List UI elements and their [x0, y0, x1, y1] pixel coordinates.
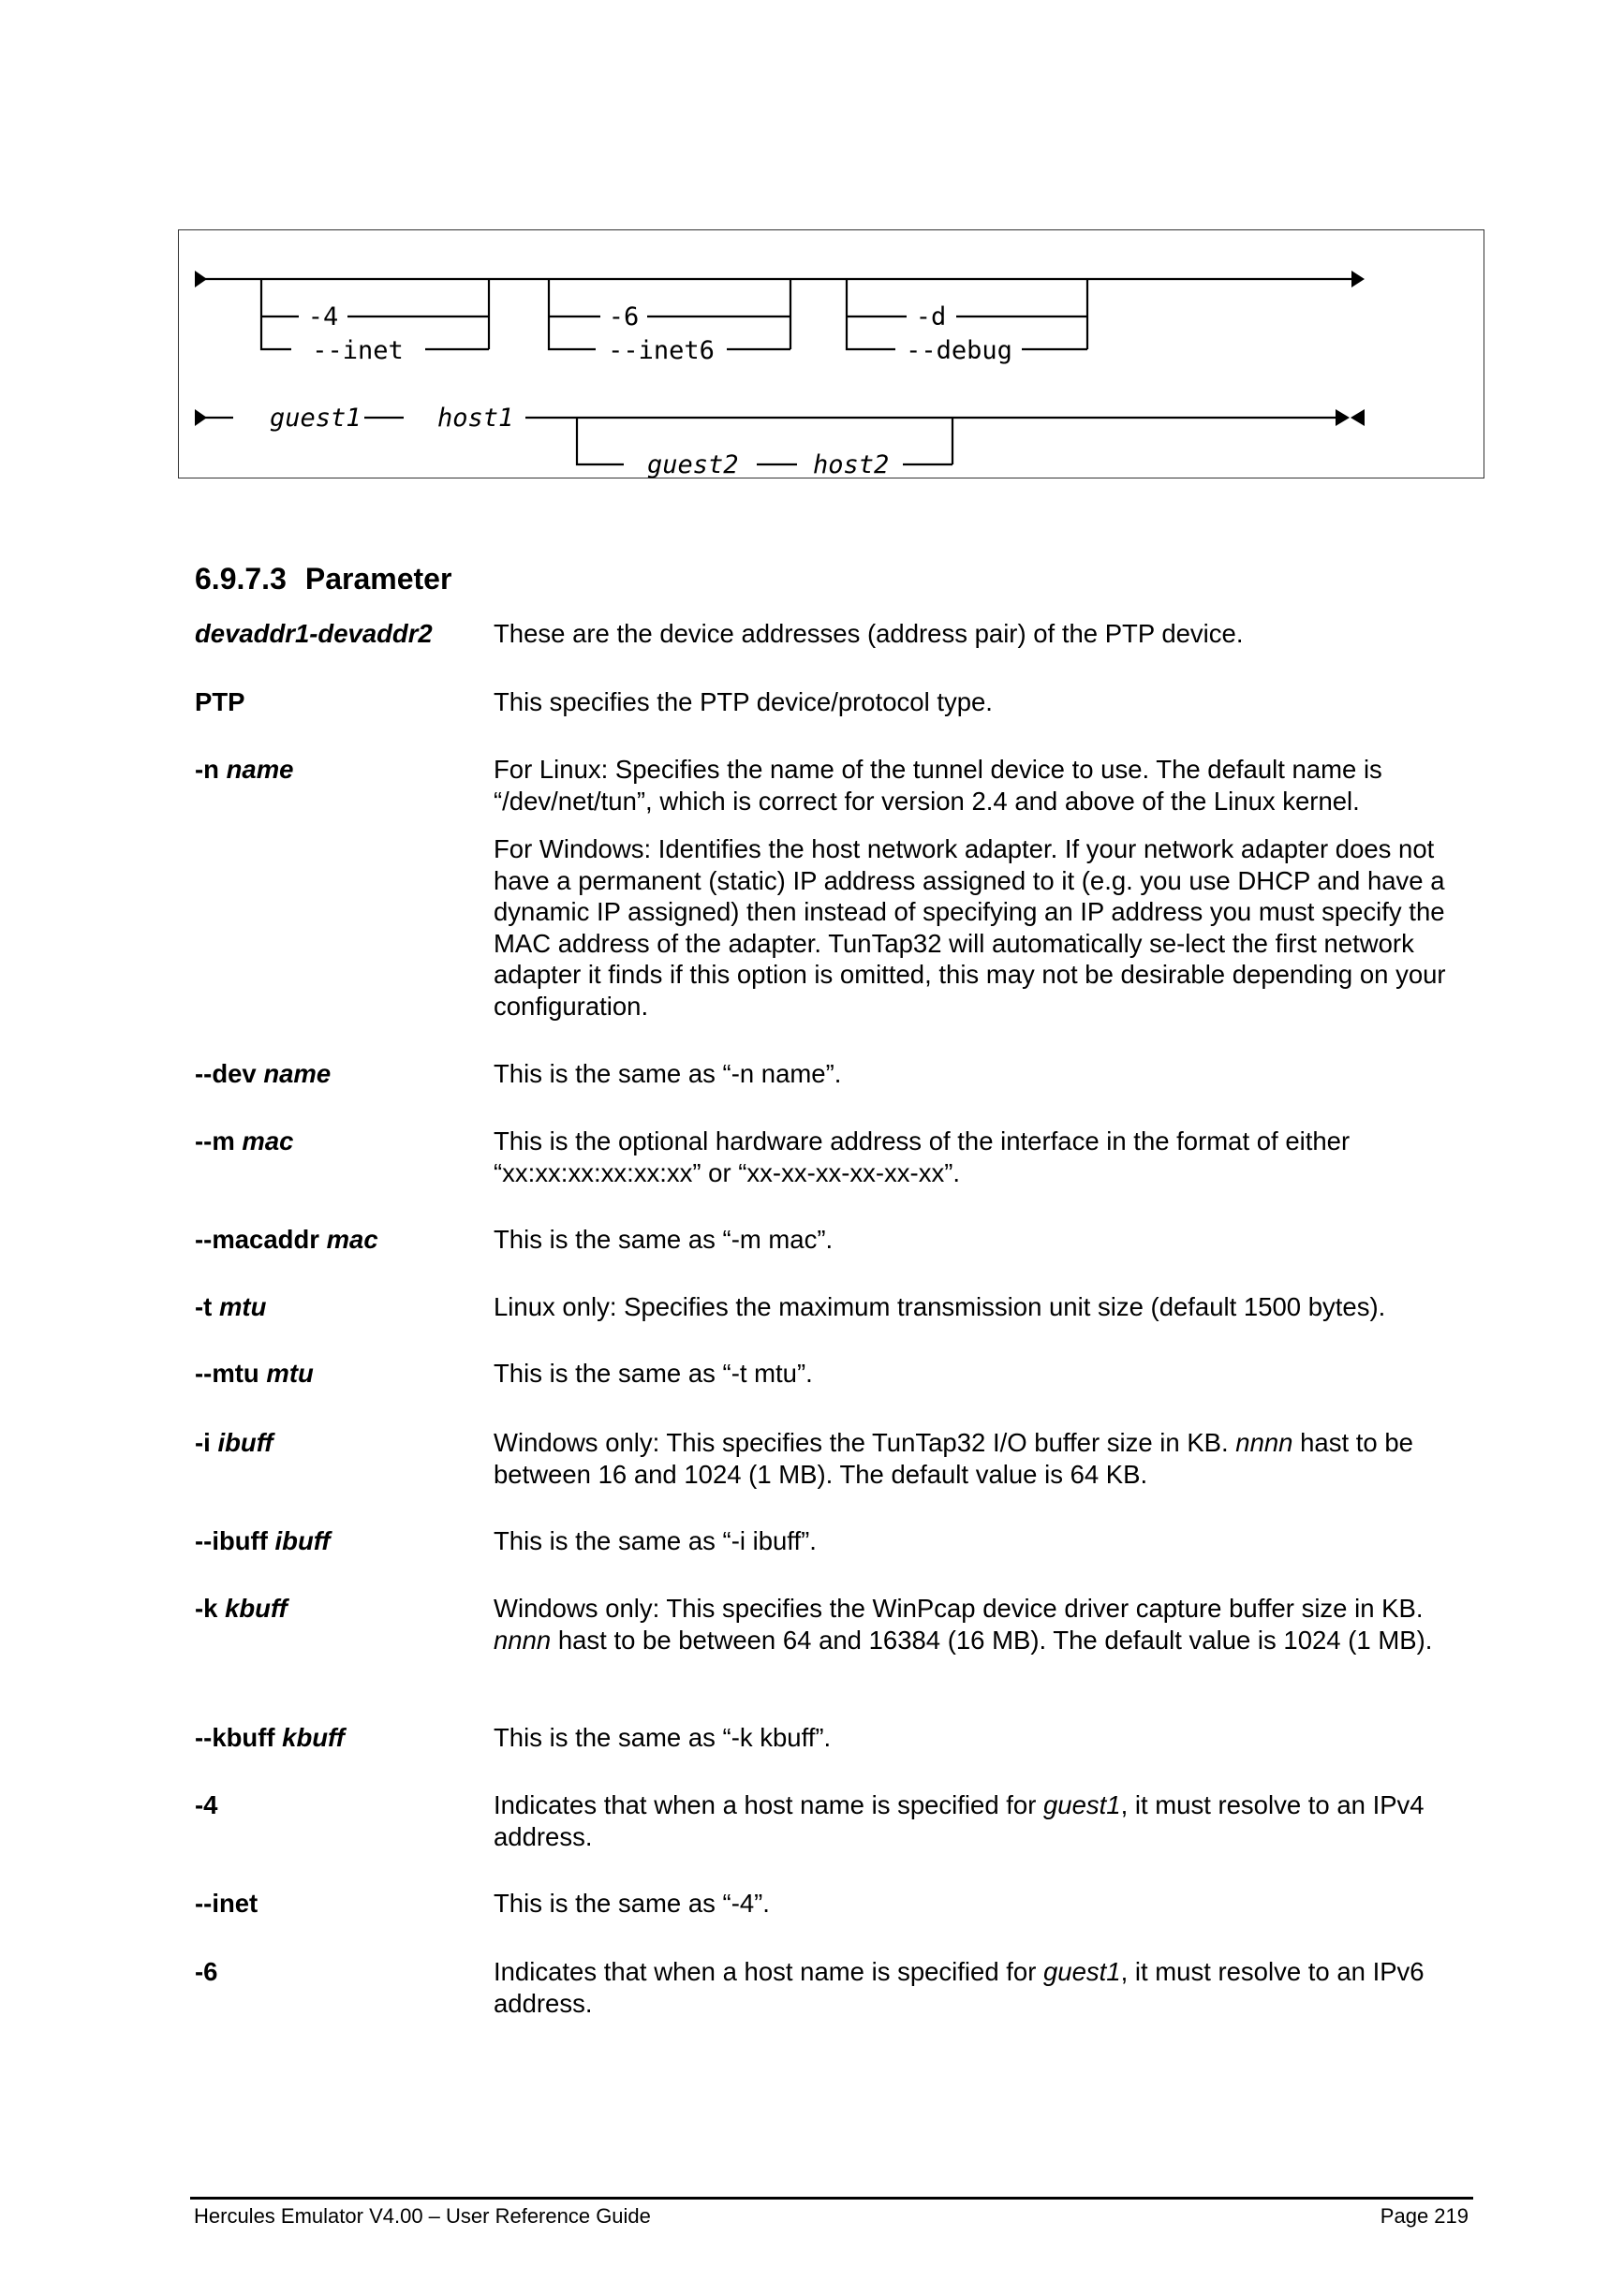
- parameter-flag: --kbuff: [195, 1723, 283, 1752]
- parameter-term: [195, 1427, 273, 1459]
- parameter-description: [494, 1291, 1472, 1323]
- parameter-value-name: ibuff: [274, 1526, 331, 1555]
- parameter-value-name: ibuff: [217, 1428, 273, 1457]
- description-text: This is the same as “-t mtu”.: [494, 1359, 813, 1388]
- description-text: This is the same as “-m mac”.: [494, 1225, 834, 1254]
- required-param: guest1: [270, 404, 362, 433]
- parameter-term: [195, 1126, 293, 1157]
- footer-page-number: Page 219: [1380, 2204, 1469, 2228]
- option-long: --inet6: [608, 336, 715, 365]
- description-paragraph: [494, 1126, 1472, 1188]
- parameter-term: [195, 1789, 217, 1821]
- parameter-term: [195, 686, 244, 718]
- emphasis-text: guest1: [1043, 1790, 1121, 1819]
- option-short: -d: [915, 302, 947, 331]
- parameter-value-name: devaddr1-devaddr2: [195, 619, 433, 648]
- parameter-description: [494, 1956, 1472, 2019]
- description-text: This specifies the PTP device/protocol type.: [494, 687, 993, 716]
- parameter-flag: PTP: [195, 687, 245, 716]
- section-number: 6.9.7.3: [195, 562, 287, 596]
- syntax-diagram-graphic: [179, 230, 1485, 479]
- description-text: hast to be between 64 and 16384 (16 MB). The default value is 1024 (1 MB).: [551, 1625, 1433, 1655]
- footer-divider: [190, 2197, 1473, 2200]
- parameter-flag: -k: [195, 1594, 226, 1623]
- description-paragraph: [494, 754, 1472, 817]
- parameter-term: [195, 754, 293, 786]
- parameter-description: [494, 1593, 1472, 1656]
- description-paragraph: [494, 618, 1472, 650]
- description-paragraph: [494, 1722, 1472, 1754]
- description-text: For Linux: Specifies the name of the tunnel device to use. The default name is “/dev/net/tun”, which is correct for version 2.4 and above of the Linux kernel.: [494, 755, 1382, 816]
- option-long: --debug: [906, 336, 1012, 365]
- description-paragraph: [494, 1224, 1472, 1256]
- end-arrow-icon: [1336, 409, 1350, 426]
- parameter-flag: -i: [195, 1428, 218, 1457]
- parameter-value-name: mac: [326, 1225, 378, 1254]
- parameter-flag: --m: [195, 1126, 243, 1155]
- emphasis-text: nnnn: [494, 1625, 552, 1655]
- description-text: Indicates that when a host name is specified for: [494, 1790, 1043, 1819]
- parameter-value-name: mac: [242, 1126, 294, 1155]
- description-paragraph: [494, 1525, 1472, 1557]
- parameter-value-name: name: [263, 1059, 332, 1088]
- parameter-value-name: name: [226, 755, 294, 784]
- parameter-flag: --mtu: [195, 1359, 267, 1388]
- parameter-term: [195, 1224, 378, 1256]
- parameter-value-name: kbuff: [282, 1723, 345, 1752]
- optional-param: host2: [813, 450, 890, 479]
- description-paragraph: [494, 1888, 1472, 1920]
- parameter-flag: -6: [195, 1957, 218, 1986]
- description-text: hast to be between 16 and 1024 (1 MB). The default value is 64 KB.: [494, 1428, 1413, 1489]
- parameter-value-name: mtu: [218, 1292, 267, 1321]
- description-text: Indicates that when a host name is specified for: [494, 1957, 1043, 1986]
- parameter-term: [195, 1058, 331, 1090]
- description-text: This is the same as “-n name”.: [494, 1059, 842, 1088]
- description-paragraph: [494, 1058, 1472, 1090]
- description-paragraph: [494, 1427, 1472, 1490]
- parameter-value-name: mtu: [266, 1359, 314, 1388]
- description-paragraph: [494, 1358, 1472, 1390]
- description-paragraph: [494, 1956, 1472, 2019]
- description-paragraph: [494, 1593, 1472, 1656]
- parameter-description: [494, 1358, 1472, 1390]
- parameter-flag: --ibuff: [195, 1526, 275, 1555]
- parameter-description: [494, 686, 1472, 718]
- syntax-diagram: [178, 229, 1484, 478]
- description-text: This is the same as “-4”.: [494, 1889, 770, 1918]
- parameter-flag: -n: [195, 755, 227, 784]
- parameter-value-name: kbuff: [225, 1594, 288, 1623]
- continuation-arrow-icon: [195, 409, 207, 426]
- parameter-description: [494, 618, 1472, 650]
- description-text: Linux only: Specifies the maximum transmission unit size (default 1500 bytes).: [494, 1292, 1386, 1321]
- parameter-term: [195, 1525, 331, 1557]
- parameter-term: [195, 618, 433, 650]
- start-arrow-icon: [195, 271, 207, 287]
- option-short: -4: [307, 302, 339, 331]
- description-text: , it must resolve to an IPv4 address.: [494, 1790, 1425, 1851]
- end-bar-icon: [1351, 409, 1365, 426]
- description-text: This is the same as “-i ibuff”.: [494, 1526, 817, 1555]
- description-paragraph: [494, 686, 1472, 718]
- footer-document-title: Hercules Emulator V4.00 – User Reference Guide: [194, 2204, 651, 2228]
- parameter-term: [195, 1291, 266, 1323]
- description-text: Windows only: This specifies the WinPcap device driver capture buffer size in KB.: [494, 1594, 1424, 1623]
- optional-param: guest2: [647, 450, 739, 479]
- parameter-term: [195, 1956, 217, 1988]
- description-paragraph: [494, 833, 1472, 1022]
- option-long: --inet: [312, 336, 404, 365]
- section-title-text: Parameter: [304, 562, 452, 596]
- description-paragraph: [494, 1789, 1472, 1852]
- parameter-flag: -t: [195, 1292, 219, 1321]
- section-heading: [195, 562, 451, 596]
- parameter-description: [494, 1224, 1472, 1256]
- description-text: These are the device addresses (address pair) of the PTP device.: [494, 619, 1244, 648]
- parameter-description: [494, 754, 1472, 1022]
- required-param: host1: [437, 404, 514, 433]
- parameter-term: [195, 1722, 345, 1754]
- description-text: This is the same as “-k kbuff”.: [494, 1723, 832, 1752]
- description-text: Windows only: This specifies the TunTap32 I/O buffer size in KB.: [494, 1428, 1236, 1457]
- parameter-term: [195, 1888, 258, 1920]
- parameter-description: [494, 1427, 1472, 1490]
- parameter-description: [494, 1888, 1472, 1920]
- parameter-flag: --macaddr: [195, 1225, 327, 1254]
- parameter-flag: --dev: [195, 1059, 264, 1088]
- parameter-flag: -4: [195, 1790, 218, 1819]
- description-paragraph: [494, 1291, 1472, 1323]
- parameter-flag: --inet: [195, 1889, 258, 1918]
- parameter-description: [494, 1058, 1472, 1090]
- parameter-description: [494, 1789, 1472, 1852]
- emphasis-text: nnnn: [1235, 1428, 1293, 1457]
- description-text: For Windows: Identifies the host network adapter. If your network adapter does not have a permanent (static) IP address assigned to it (e.g. you use DHCP and have a dynamic IP assigned) then instead of specifying an IP address you must specify the MAC address of the adapter. TunTap32 will automatically se-lect the first network adapter it finds if this option is omitted, this may not be desirable depending on your configuration.: [494, 834, 1446, 1021]
- option-short: -6: [608, 302, 640, 331]
- description-text: , it must resolve to an IPv6 address.: [494, 1957, 1425, 2018]
- description-text: This is the optional hardware address of the interface in the format of either “xx:xx:xx:xx:xx:xx” or “xx-xx-xx-xx-xx-xx”.: [494, 1126, 1351, 1187]
- emphasis-text: guest1: [1043, 1957, 1121, 1986]
- parameter-description: [494, 1722, 1472, 1754]
- parameter-description: [494, 1525, 1472, 1557]
- parameter-description: [494, 1126, 1472, 1188]
- parameter-term: [195, 1593, 288, 1625]
- continue-arrow-icon: [1351, 271, 1365, 287]
- parameter-term: [195, 1358, 314, 1390]
